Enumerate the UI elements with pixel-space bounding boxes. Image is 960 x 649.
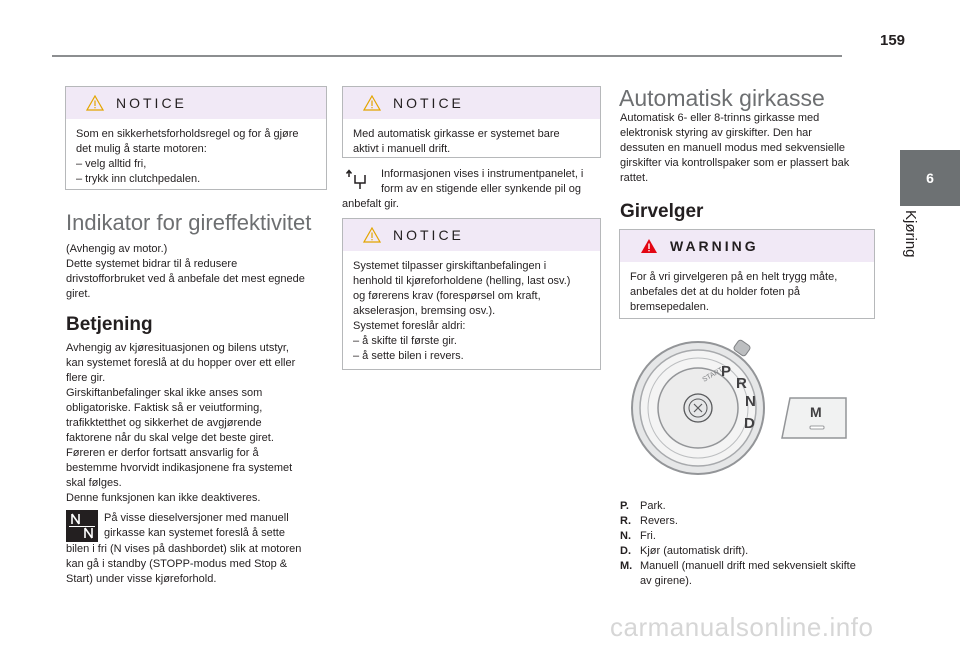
gear-item: N. Fri. — [620, 530, 656, 542]
gear-shift-arrow-icon — [345, 167, 371, 193]
gear-positions-list — [620, 499, 880, 589]
neutral-note-rest: bilen i fri (N vises på dashbordet) slik at motoren kan gå i standby (STOPP-modus med Stop & Start) under visse kjøreforhold. — [66, 543, 302, 585]
gear-letter-p: P — [721, 363, 732, 380]
notice-title: NOTICE — [116, 95, 187, 111]
gear-letter-d: D — [744, 415, 755, 432]
gear-item: av girene). — [640, 575, 692, 587]
notice-title: NOTICE — [393, 227, 464, 243]
notice-box-start — [65, 86, 327, 190]
watermark: carmanualsonline.info — [610, 612, 874, 642]
chapter-label: Kjøring — [902, 210, 919, 258]
gear-letter-n: N — [745, 393, 756, 410]
notice-header — [343, 219, 600, 251]
section-heading-automatic-gearbox: Automatisk girkasse — [619, 85, 825, 111]
caution-triangle-icon — [363, 227, 381, 243]
subheading-operation: Betjening — [66, 314, 153, 335]
notice-text: Med automatisk girkasse er systemet bare aktivt i manuell drift. — [353, 128, 560, 155]
neutral-indicator-icon — [66, 510, 98, 542]
header-rule — [52, 55, 842, 57]
warning-header — [620, 230, 874, 262]
operation-body: Avhengig av kjøresituasjonen og bilens utstyr, kan systemet foreslå at du hopper over ett eller flere gir. Girskiftanbefalinger skal ikke anses som obligatoriske. Faktisk så er veiutforming, trafikktetthet og sikkerhet de avgjørende faktorene når du skal velge det beste giret. Føreren er derfor fortsatt ansvarlig for å bestemme hvorvidt indikasjonene fra systemet skal følges. Denne funksjonen kan ikke deaktiveres. — [66, 342, 296, 504]
section-heading-gear-indicator: Indikator for gireffektivitet — [66, 210, 312, 235]
manual-label: M — [810, 404, 822, 420]
notice-title: NOTICE — [393, 95, 464, 111]
subheading-gear-selector: Girvelger — [620, 201, 704, 222]
info-text-rest: anbefalt gir. — [342, 198, 399, 210]
warning-text: For å vri girvelgeren på en helt trygg måte, anbefales det at du holder foten på bremsepedalen. — [630, 271, 838, 313]
gear-selector-illustration — [610, 330, 870, 490]
gear-item: P. Park. — [620, 500, 666, 512]
gear-indicator-intro: (Avhengig av motor.) Dette systemet bidrar til å redusere drivstofforbruket ved å anbefale det mest egnede giret. — [66, 243, 305, 300]
gear-item: R. Revers. — [620, 515, 678, 527]
neutral-note-first: På visse dieselversjoner med manuell girkasse kan systemet foreslå å sette — [104, 512, 289, 539]
caution-triangle-icon — [86, 95, 104, 111]
notice-box-adapt — [342, 218, 601, 370]
notice-text: Som en sikkerhetsforholdsregel og for å gjøre det mulig å starte motoren: – velg alltid fri, – trykk inn clutchpedalen. — [76, 128, 299, 185]
info-text-first: Informasjonen vises i instrumentpanelet, i form av en stigende eller synkende pil og — [381, 168, 584, 195]
automatic-gearbox-intro: Automatisk 6- eller 8-trinns girkasse med elektronisk styring av girskifter. Den har dessuten en manuell modus med sekvensielle girskifter via kontrollspaker som er plassert bak rattet. — [620, 112, 850, 184]
warning-triangle-icon — [640, 238, 658, 254]
page-number: 159 — [880, 32, 906, 49]
chapter-tab[interactable]: 6 — [900, 150, 960, 206]
gear-item: D. Kjør (automatisk drift). — [620, 545, 749, 557]
notice-header — [66, 87, 326, 119]
manual-indicator-bar — [810, 426, 824, 429]
warning-box — [619, 229, 875, 319]
gear-item: M. Manuell (manuell drift med sekvensielt skifte — [620, 560, 856, 572]
notice-text: Systemet tilpasser girskiftanbefalingen i henhold til kjøreforholdene (helling, last osv.) og førerens krav (forespørsel om kraft, akselerasjon, bremsing osv.). Systemet foreslår aldri: – å skifte til første gir. – å sette bilen i revers. — [353, 260, 571, 362]
notice-box-automatic — [342, 86, 601, 158]
notice-header — [343, 87, 600, 119]
start-label: START — [701, 366, 725, 384]
gear-letter-r: R — [736, 375, 747, 392]
warning-title: WARNING — [670, 238, 759, 254]
caution-triangle-icon — [363, 95, 381, 111]
